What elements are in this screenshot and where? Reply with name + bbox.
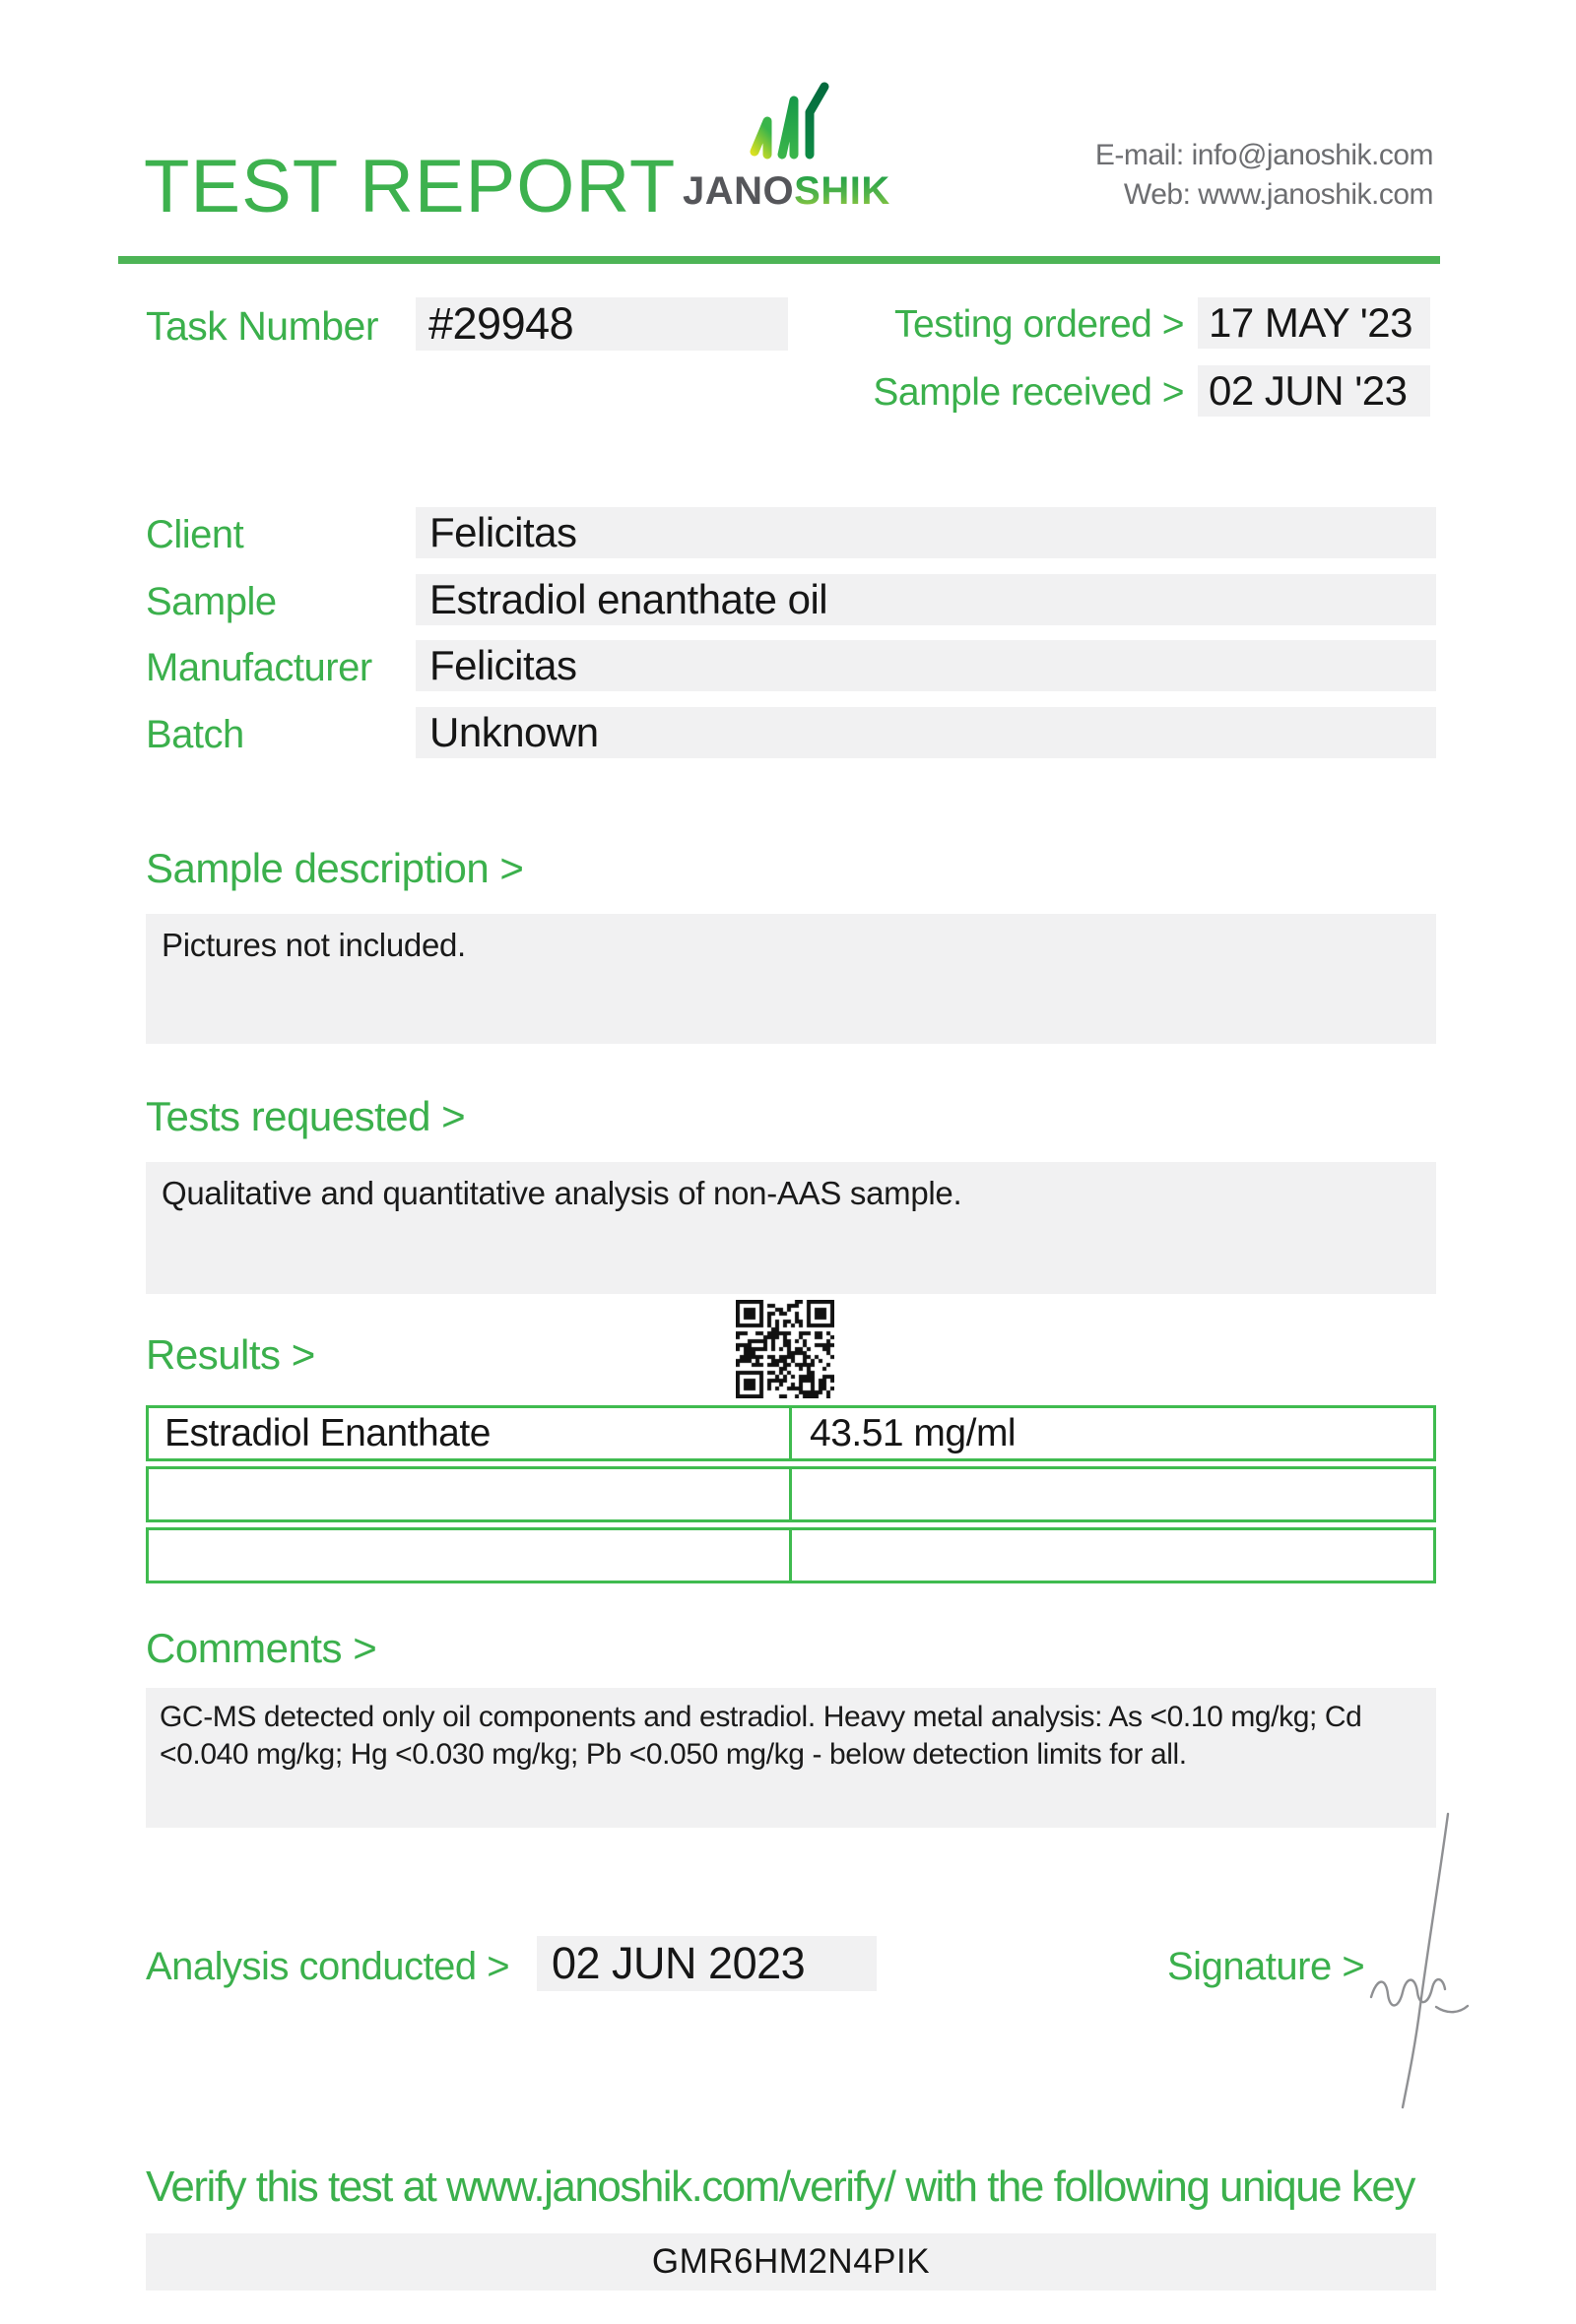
tests-requested-box [146, 1162, 1436, 1294]
batch-value-box [416, 707, 1436, 758]
results-heading: Results > [146, 1331, 315, 1378]
comments-text: GC-MS detected only oil components and estradiol. Heavy metal analysis: As <0.10 mg/kg; Cd <0.040 mg/kg; Hg <0.030 mg/kg; Pb <0.050 mg/kg - below detection limits for all. [160, 1701, 1362, 1771]
batch-value: Unknown [429, 709, 599, 755]
result-analyte: Estradiol Enanthate [164, 1411, 491, 1454]
sample-label: Sample [146, 580, 277, 623]
testing-ordered-value-box [1198, 297, 1430, 349]
comments-box [146, 1688, 1436, 1828]
analysis-date: 02 JUN 2023 [552, 1938, 806, 1988]
page-title: TEST REPORT [144, 145, 677, 228]
brand-secondary: SHIK [794, 169, 890, 213]
growth-chart-icon [745, 81, 829, 163]
result-value: 43.51 mg/ml [810, 1411, 1017, 1454]
manufacturer-value: Felicitas [429, 642, 577, 688]
results-table-row [146, 1466, 1436, 1522]
testing-ordered-value: 17 MAY '23 [1209, 299, 1412, 346]
verify-key-box [146, 2233, 1436, 2291]
tests-requested-heading: Tests requested > [146, 1093, 466, 1139]
batch-label: Batch [146, 713, 244, 756]
verify-key: GMR6HM2N4PIK [651, 2242, 931, 2281]
client-label: Client [146, 513, 244, 556]
analysis-conducted-label: Analysis conducted > [146, 1945, 510, 1988]
sample-received-value-box [1198, 365, 1430, 417]
comments-heading: Comments > [146, 1625, 377, 1671]
sample-received-label: Sample received > [873, 371, 1184, 414]
header-divider [118, 256, 1440, 264]
manufacturer-value-box [416, 640, 1436, 691]
task-number-value: #29948 [428, 298, 574, 349]
sample-value-box [416, 574, 1436, 625]
brand-wordmark [683, 169, 890, 214]
signature-scribble [1338, 1808, 1505, 2115]
client-value: Felicitas [429, 509, 577, 555]
manufacturer-label: Manufacturer [146, 646, 372, 689]
contact-web: Web: www.janoshik.com [1123, 178, 1433, 211]
qr-code [736, 1300, 834, 1398]
task-number-value-box [416, 297, 788, 351]
sample-description-heading: Sample description > [146, 845, 524, 891]
verify-instruction: Verify this test at www.janoshik.com/verify/ with the following unique key [146, 2163, 1414, 2211]
contact-block [1095, 136, 1433, 215]
sample-description-box [146, 914, 1436, 1044]
client-value-box [416, 507, 1436, 558]
brand-primary: JANO [683, 169, 795, 213]
task-number-label: Task Number [146, 303, 379, 349]
testing-ordered-label: Testing ordered > [894, 303, 1184, 346]
results-table-row [146, 1527, 1436, 1583]
analysis-date-box [537, 1936, 877, 1991]
sample-description-text: Pictures not included. [162, 927, 466, 963]
results-table-row [146, 1405, 1436, 1461]
sample-received-value: 02 JUN '23 [1209, 367, 1408, 414]
signature-label: Signature > [1167, 1945, 1365, 1988]
contact-email: E-mail: info@janoshik.com [1094, 139, 1433, 171]
sample-value: Estradiol enanthate oil [429, 576, 828, 622]
tests-requested-text: Qualitative and quantitative analysis of non-AAS sample. [162, 1175, 962, 1211]
